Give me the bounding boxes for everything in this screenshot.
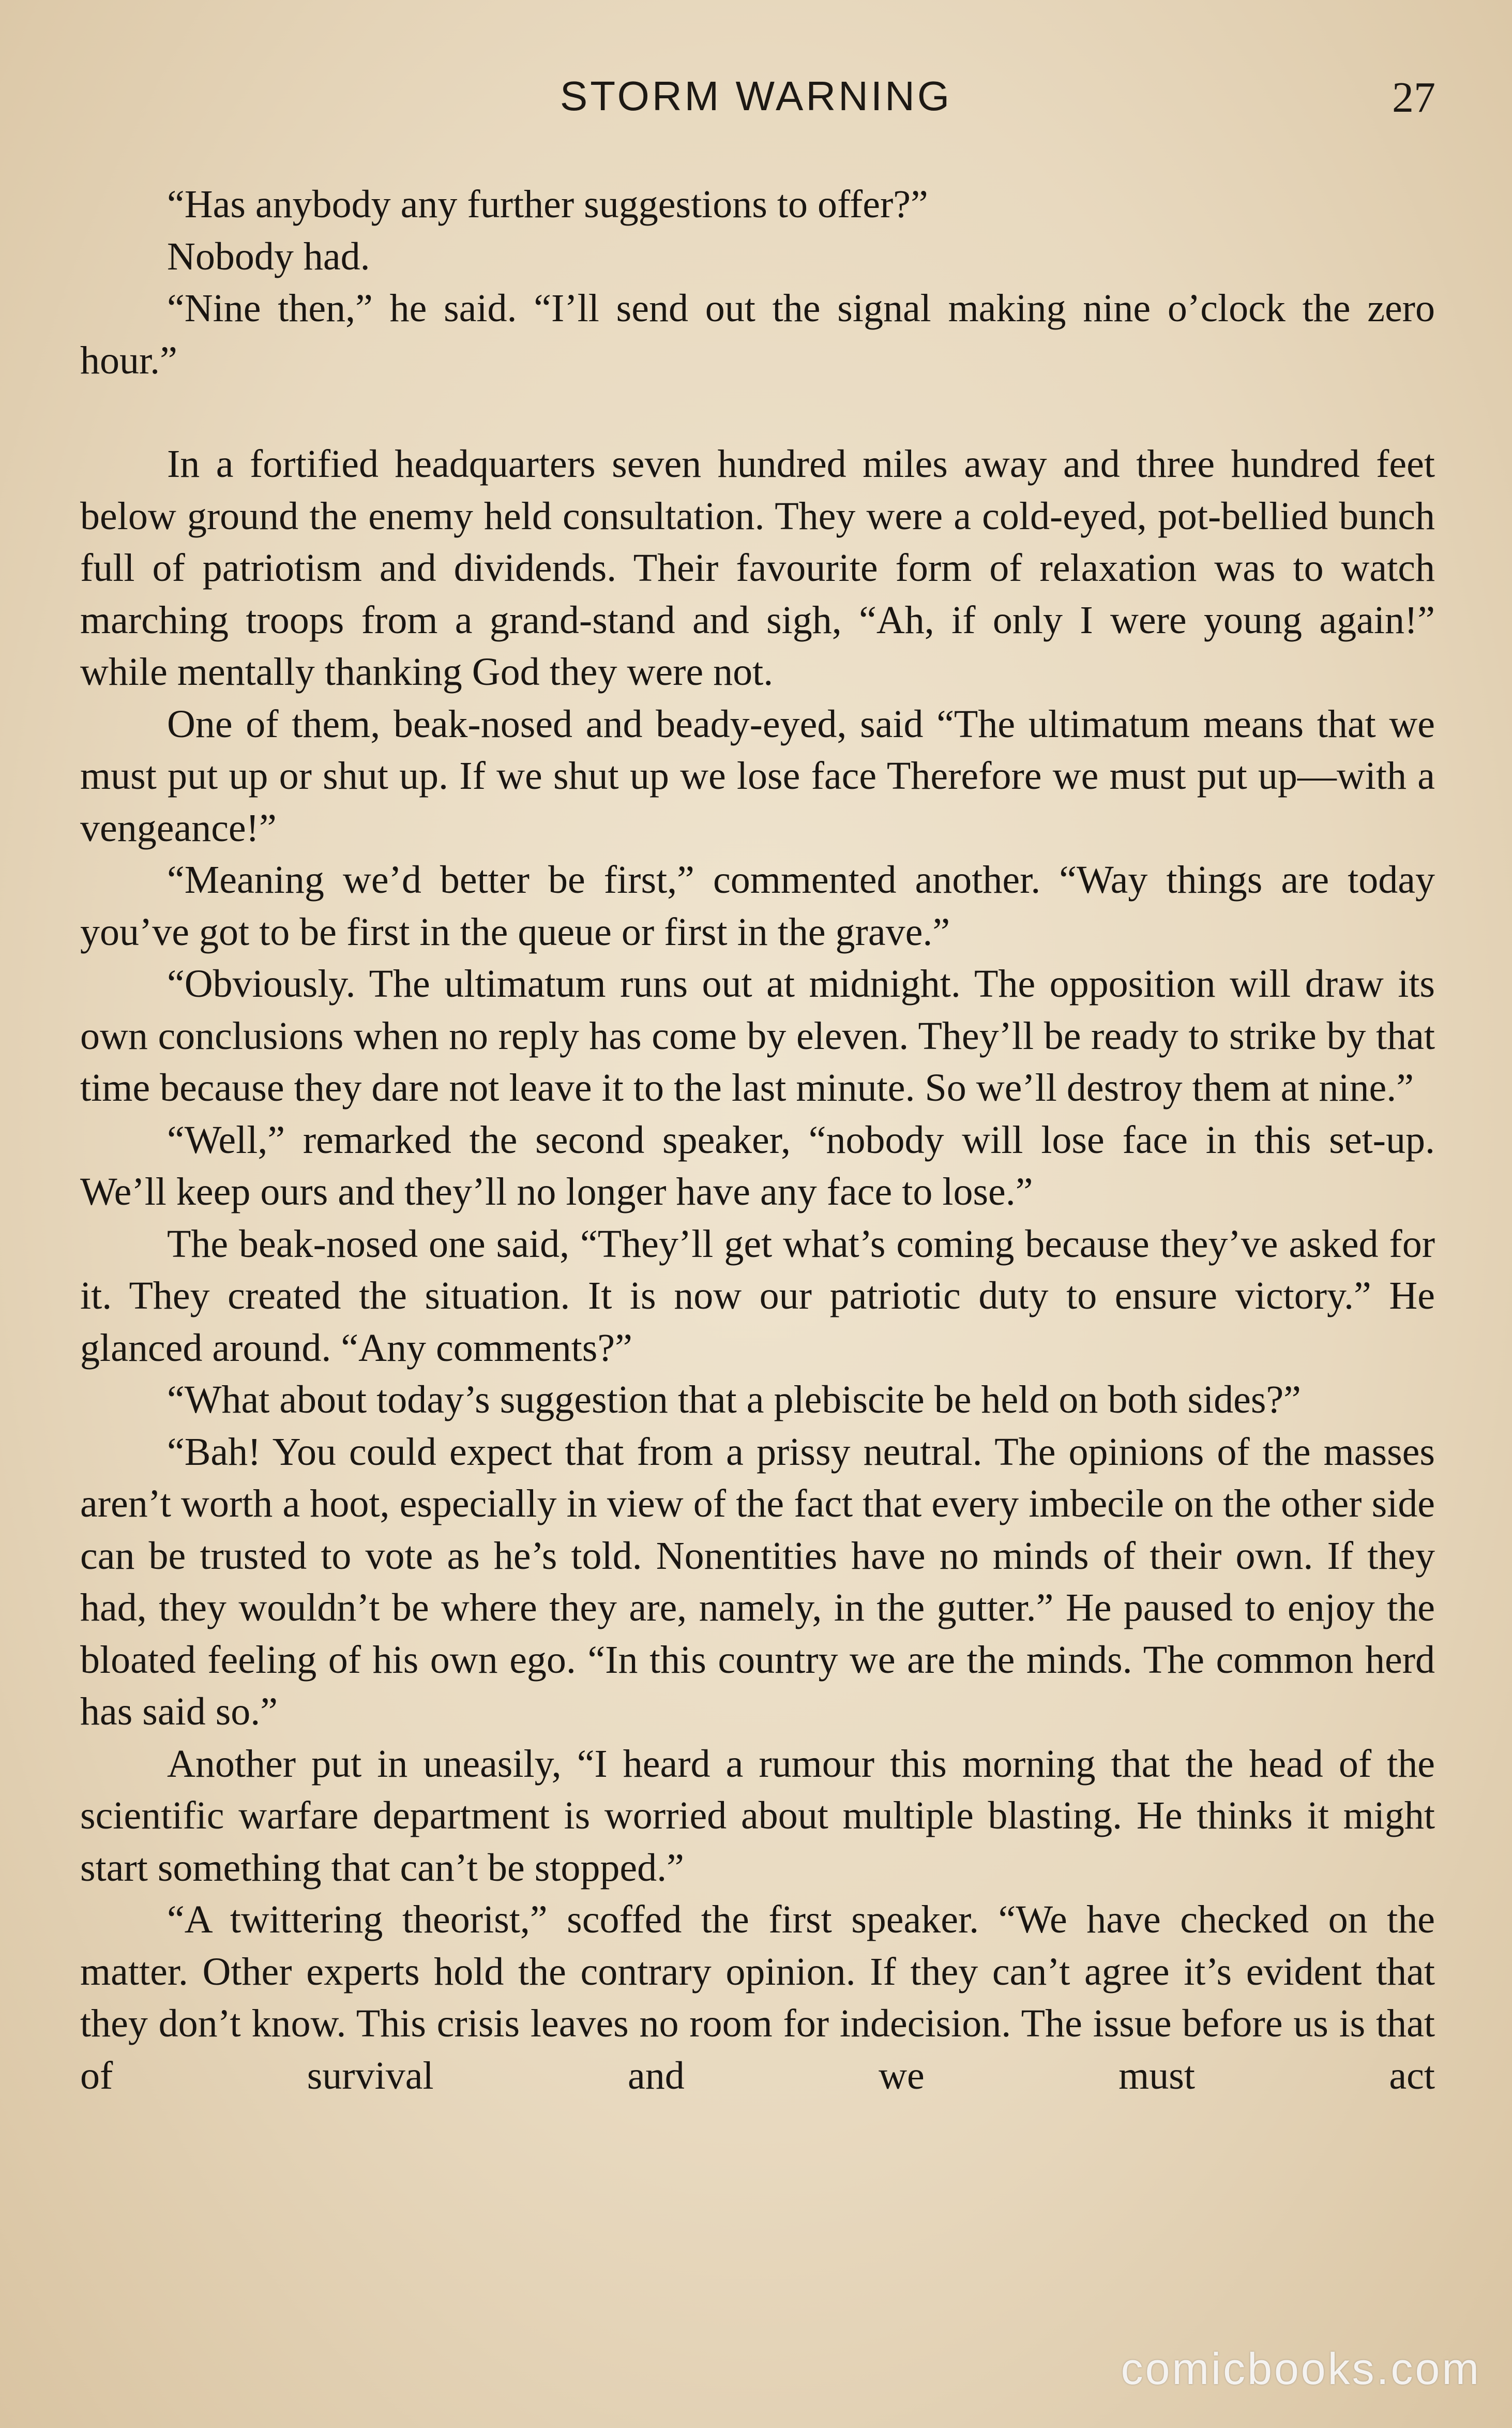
paragraph: “Has anybody any further suggestions to offer?” xyxy=(167,183,928,226)
paragraph: The beak-nosed one said, “They’ll get what’s coming because they’ve asked for it. They created the situation. It is now our patriotic duty to ensure victory.” He glanced around. “Any comments?” xyxy=(80,1222,1435,1370)
paragraph: Nobody had. xyxy=(167,234,370,278)
paragraph: “A twittering theorist,” scoffed the first speaker. “We have checked on the matter. Other experts hold the contrary opinion. If they can’t agree it’s evident that they don’t know. This crisis leaves no room for indecision. The issue before us is that of survival and we must act xyxy=(80,1898,1435,2097)
watermark: comicbooks.com xyxy=(1121,2344,1481,2394)
running-title: STORM WARNING xyxy=(560,73,952,119)
paragraph: “Meaning we’d better be first,” commented another. “Way things are today you’ve got to be first in the queue or first in the grave.” xyxy=(80,858,1435,954)
paragraph: One of them, beak-nosed and beady-eyed, said “The ultimatum means that we must put up or shut up. If we shut up we lose face Therefore we must put up—with a vengeance!” xyxy=(80,702,1435,850)
paragraph: In a fortified headquarters seven hundred miles away and three hundred feet below ground the enemy held consultation. They were a cold-eyed, pot-bellied bunch full of patriotism and dividends. Their favourite form of relaxation was to watch marching troops from a grand-stand and sigh, “Ah, if only I were young again!” while mentally thanking God they were not. xyxy=(80,442,1435,694)
paragraph: “Nine then,” he said. “I’ll send out the signal making nine o’clock the zero hour.” xyxy=(80,287,1435,382)
paragraph: Another put in uneasily, “I heard a rumour this morning that the head of the scientific warfare department is worried about multiple blasting. He thinks it might start something that can’t be stopped.” xyxy=(80,1742,1435,1890)
paragraph: “Well,” remarked the second speaker, “nobody will lose face in this set-up. We’ll keep ours and they’ll no longer have any face to lose.” xyxy=(80,1118,1435,1213)
page-number: 27 xyxy=(1392,73,1435,122)
body-text xyxy=(80,178,1435,2102)
paragraph: “Bah! You could expect that from a prissy neutral. The opinions of the masses aren’t worth a hoot, especially in view of the fact that every imbecile on the other side can be trusted to vote as he’s told. Nonentities have no minds of their own. If they had, they wouldn’t be where they are, namely, in the gutter.” He paused to enjoy the bloated feeling of his own ego. “In this country we are the minds. The common herd has said so.” xyxy=(80,1430,1435,1733)
running-head xyxy=(0,72,1512,129)
paragraph: “Obviously. The ultimatum runs out at midnight. The opposition will draw its own conclusions when no reply has come by eleven. They’ll be ready to strike by that time because they dare not leave it to the last minute. So we’ll destroy them at nine.” xyxy=(80,962,1435,1110)
paragraph: “What about today’s suggestion that a plebiscite be held on both sides?” xyxy=(167,1378,1301,1421)
